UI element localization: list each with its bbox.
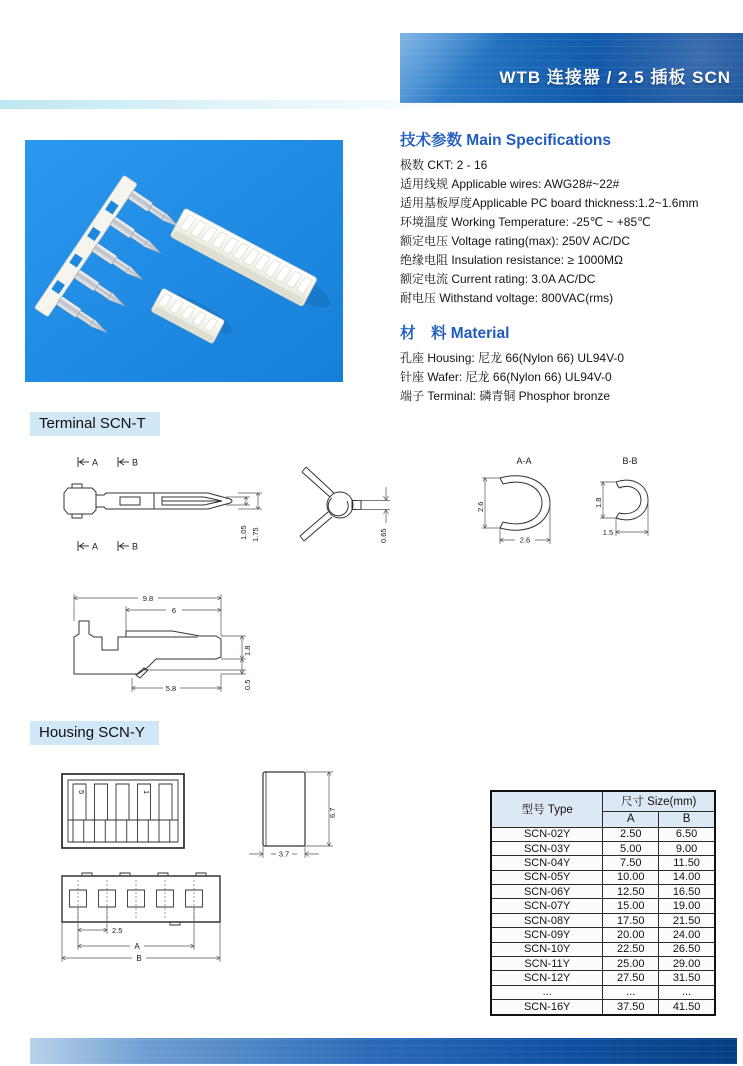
table-row: SCN-09Y 20.00 24.00 (491, 928, 715, 942)
dim-label: 2.5 (112, 926, 123, 935)
table-header-a: A (603, 811, 659, 827)
table-row: SCN-03Y 5.00 9.00 (491, 841, 715, 855)
dim-label: 9.8 (142, 594, 154, 603)
product-photo-art (25, 140, 343, 382)
table-row: SCN-16Y 37.50 41.50 (491, 1000, 715, 1015)
spec-line: 绝缘电阻 Insulation resistance: ≥ 1000MΩ (400, 253, 623, 267)
dim-label: 1.05 (239, 525, 248, 540)
banner-title: WTB 连接器 / 2.5 插板 SCN (499, 67, 731, 87)
table-row: SCN-10Y 22.50 26.50 (491, 942, 715, 956)
table-header-size: 尺寸 Size(mm) (603, 791, 715, 811)
header-banner (400, 33, 743, 103)
table-row: SCN-05Y 10.00 14.00 (491, 870, 715, 884)
section-marker-a: A (92, 541, 99, 552)
material-line: 孔座 Housing: 尼龙 66(Nylon 66) UL94V-0 (400, 351, 625, 365)
spec-line: 适用基板厚度Applicable PC board thickness:1.2~1.6mm (400, 196, 699, 210)
table-row: SCN-02Y 2.50 6.50 (491, 827, 715, 841)
section-marker-b: B (132, 457, 139, 468)
table-row: SCN-06Y 12.50 16.50 (491, 885, 715, 899)
dim-label: 1.5 (602, 528, 614, 537)
dim-label: 0.5 (243, 679, 252, 690)
table-row: SCN-07Y 15.00 19.00 (491, 899, 715, 913)
housing-top-view-drawing (52, 866, 257, 966)
housing-side-view-drawing (243, 766, 348, 862)
footer-bar (30, 1038, 737, 1064)
section-aa-drawing (470, 452, 580, 552)
table-row: SCN-11Y 25.00 29.00 (491, 957, 715, 971)
dim-label: 6 (171, 606, 177, 615)
dim-label: 3.7 (278, 849, 290, 859)
housing-section-label: Housing SCN-Y (30, 721, 159, 745)
cavity-number: 1 (142, 790, 151, 795)
table-row: SCN-08Y 17.50 21.50 (491, 913, 715, 927)
table-row: SCN-04Y 7.50 11.50 (491, 856, 715, 870)
size-table (490, 790, 716, 1016)
terminal-crimp-view-drawing (58, 578, 263, 700)
section-bb-drawing (580, 452, 680, 552)
dim-label: B (136, 954, 142, 963)
dim-label: 6.7 (328, 807, 337, 818)
spec-line: 额定电流 Current rating: 3.0A AC/DC (400, 272, 596, 286)
material-title: 材 料 Material (400, 325, 510, 342)
dim-label: 5.8 (165, 684, 177, 693)
spec-line: 额定电压 Voltage rating(max): 250V AC/DC (400, 234, 631, 248)
terminal-section-label: Terminal SCN-T (30, 412, 160, 436)
housing-front-view-drawing (58, 768, 193, 860)
section-marker-b: B (132, 541, 139, 552)
material-line: 端子 Terminal: 磷青铜 Phosphor bronze (400, 389, 611, 403)
spec-line: 适用线规 Applicable wires: AWG28#~22# (400, 177, 620, 191)
table-row: ... ... ... (491, 985, 715, 999)
spec-line: 极数 CKT: 2 - 16 (400, 158, 488, 172)
dim-label: 1.8 (594, 497, 603, 508)
specs-section (400, 128, 743, 406)
dim-label: 2.6 (476, 501, 485, 512)
material-line: 针座 Wafer: 尼龙 66(Nylon 66) UL94V-0 (400, 370, 612, 384)
spec-line: 环境温度 Working Temperature: -25℃ ~ +85℃ (400, 215, 651, 229)
product-photo (25, 140, 343, 382)
table-header-type: 型号 Type (491, 791, 603, 827)
dim-label: A (134, 942, 140, 951)
specs-title: 技术参数 Main Specifications (400, 132, 612, 149)
section-title: A-A (516, 456, 532, 466)
dim-label: 1.8 (243, 645, 252, 656)
section-title: B-B (622, 456, 638, 466)
dim-label: 0.65 (379, 528, 388, 543)
cavity-number: 5 (77, 790, 86, 795)
table-header-b: B (659, 811, 715, 827)
spec-line: 耐电压 Withstand voltage: 800VAC(rms) (400, 291, 614, 305)
dim-label: 1.75 (251, 527, 260, 542)
dim-label: 2.6 (519, 535, 531, 545)
terminal-end-view-drawing (290, 455, 420, 555)
table-row: SCN-12Y 27.50 31.50 (491, 971, 715, 985)
terminal-side-view-drawing (58, 448, 273, 558)
section-marker-a: A (92, 457, 99, 468)
